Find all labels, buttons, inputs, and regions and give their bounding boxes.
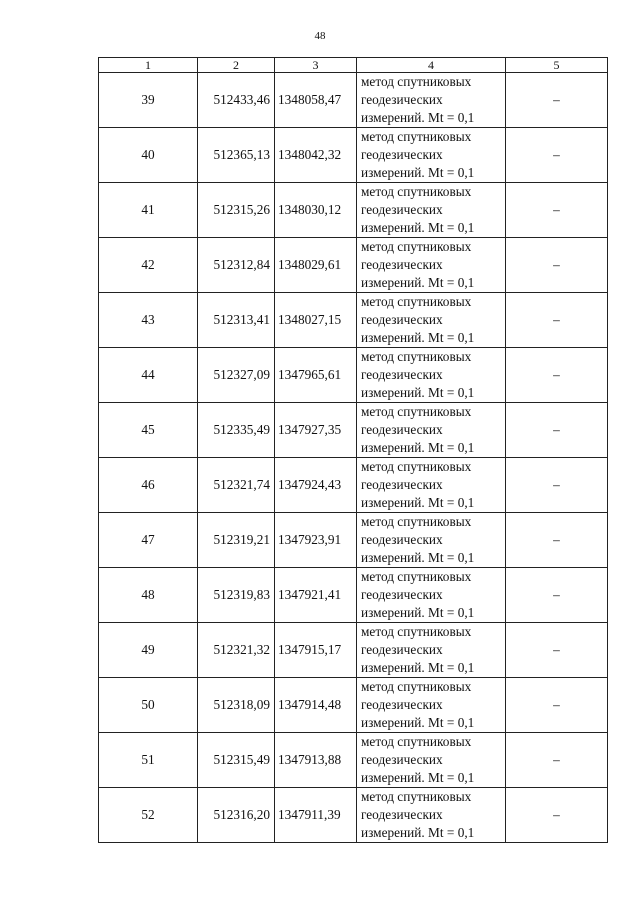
- point-number-cell: 49: [99, 623, 198, 678]
- coordinate-y-cell: 1348027,15: [275, 293, 357, 348]
- method-line: измерений. Mt = 0,1: [361, 110, 475, 125]
- method-line: измерений. Mt = 0,1: [361, 660, 475, 675]
- table-row: [99, 733, 608, 788]
- coordinate-x-cell: 512335,49: [198, 403, 275, 458]
- coordinate-x-cell: 512316,20: [198, 788, 275, 843]
- point-number-cell: 44: [99, 348, 198, 403]
- method-line: геодезических: [361, 422, 443, 437]
- page-number: 48: [314, 30, 326, 42]
- coordinate-y-cell: 1347924,43: [275, 458, 357, 513]
- method-line: геодезических: [361, 147, 443, 162]
- table-row: [99, 128, 608, 183]
- method-line: измерений. Mt = 0,1: [361, 770, 475, 785]
- table-row: [99, 348, 608, 403]
- table-row: [99, 458, 608, 513]
- method-line: геодезических: [361, 312, 443, 327]
- method-line: измерений. Mt = 0,1: [361, 220, 475, 235]
- method-cell: [357, 458, 506, 513]
- column-header-x: 2: [198, 58, 275, 73]
- method-line: измерений. Mt = 0,1: [361, 330, 475, 345]
- coordinate-y-cell: 1347965,61: [275, 348, 357, 403]
- note-cell: –: [506, 623, 608, 678]
- note-cell: –: [506, 788, 608, 843]
- table-row: [99, 403, 608, 458]
- method-line: геодезических: [361, 477, 443, 492]
- coordinate-x-cell: 512319,83: [198, 568, 275, 623]
- coordinate-y-cell: 1348029,61: [275, 238, 357, 293]
- method-line: метод спутниковых: [361, 129, 472, 144]
- coordinate-y-cell: 1347915,17: [275, 623, 357, 678]
- column-header-number: 1: [99, 58, 198, 73]
- coordinate-x-cell: 512319,21: [198, 513, 275, 568]
- method-line: метод спутниковых: [361, 294, 472, 309]
- method-line: геодезических: [361, 697, 443, 712]
- point-number-cell: 45: [99, 403, 198, 458]
- table-row: [99, 73, 608, 128]
- coordinate-y-cell: 1348030,12: [275, 183, 357, 238]
- note-cell: –: [506, 348, 608, 403]
- method-line: метод спутниковых: [361, 404, 472, 419]
- note-cell: –: [506, 238, 608, 293]
- note-cell: –: [506, 128, 608, 183]
- method-line: измерений. Mt = 0,1: [361, 440, 475, 455]
- method-line: геодезических: [361, 807, 443, 822]
- method-cell: [357, 73, 506, 128]
- note-cell: –: [506, 458, 608, 513]
- note-cell: –: [506, 403, 608, 458]
- method-line: геодезических: [361, 367, 443, 382]
- note-cell: –: [506, 183, 608, 238]
- coordinate-y-cell: 1347927,35: [275, 403, 357, 458]
- table-row: [99, 513, 608, 568]
- method-cell: [357, 513, 506, 568]
- method-cell: [357, 403, 506, 458]
- note-cell: –: [506, 568, 608, 623]
- coordinate-y-cell: 1348058,47: [275, 73, 357, 128]
- coordinate-x-cell: 512318,09: [198, 678, 275, 733]
- coordinate-x-cell: 512327,09: [198, 348, 275, 403]
- table-header-row: [99, 58, 608, 73]
- method-line: метод спутниковых: [361, 789, 472, 804]
- table-row: [99, 678, 608, 733]
- method-cell: [357, 293, 506, 348]
- coordinate-y-cell: 1348042,32: [275, 128, 357, 183]
- coordinate-x-cell: 512321,74: [198, 458, 275, 513]
- coordinate-x-cell: 512433,46: [198, 73, 275, 128]
- table-row: [99, 568, 608, 623]
- point-number-cell: 46: [99, 458, 198, 513]
- method-cell: [357, 678, 506, 733]
- method-line: геодезических: [361, 587, 443, 602]
- method-line: метод спутниковых: [361, 184, 472, 199]
- coordinates-table: [98, 57, 608, 843]
- method-line: измерений. Mt = 0,1: [361, 825, 475, 840]
- method-line: измерений. Mt = 0,1: [361, 605, 475, 620]
- point-number-cell: 50: [99, 678, 198, 733]
- coordinate-y-cell: 1347911,39: [275, 788, 357, 843]
- method-line: геодезических: [361, 532, 443, 547]
- method-line: геодезических: [361, 202, 443, 217]
- method-line: измерений. Mt = 0,1: [361, 715, 475, 730]
- method-line: измерений. Mt = 0,1: [361, 385, 475, 400]
- coordinate-x-cell: 512313,41: [198, 293, 275, 348]
- method-line: метод спутниковых: [361, 459, 472, 474]
- note-cell: –: [506, 513, 608, 568]
- method-line: метод спутниковых: [361, 624, 472, 639]
- coordinate-x-cell: 512321,32: [198, 623, 275, 678]
- table-row: [99, 293, 608, 348]
- note-cell: –: [506, 73, 608, 128]
- coordinate-y-cell: 1347913,88: [275, 733, 357, 788]
- note-cell: –: [506, 293, 608, 348]
- method-cell: [357, 733, 506, 788]
- coordinate-y-cell: 1347914,48: [275, 678, 357, 733]
- method-line: геодезических: [361, 642, 443, 657]
- point-number-cell: 51: [99, 733, 198, 788]
- note-cell: –: [506, 733, 608, 788]
- coordinate-x-cell: 512312,84: [198, 238, 275, 293]
- method-line: метод спутниковых: [361, 734, 472, 749]
- coordinate-x-cell: 512315,49: [198, 733, 275, 788]
- point-number-cell: 41: [99, 183, 198, 238]
- note-cell: –: [506, 678, 608, 733]
- method-cell: [357, 788, 506, 843]
- table-row: [99, 788, 608, 843]
- method-line: метод спутниковых: [361, 349, 472, 364]
- table-row: [99, 238, 608, 293]
- column-header-y: 3: [275, 58, 357, 73]
- column-header-method: 4: [357, 58, 506, 73]
- method-cell: [357, 238, 506, 293]
- method-cell: [357, 623, 506, 678]
- method-line: метод спутниковых: [361, 679, 472, 694]
- column-header-note: 5: [506, 58, 608, 73]
- coordinate-y-cell: 1347923,91: [275, 513, 357, 568]
- table-row: [99, 183, 608, 238]
- method-line: метод спутниковых: [361, 514, 472, 529]
- coordinate-x-cell: 512315,26: [198, 183, 275, 238]
- table-body: [99, 73, 608, 843]
- table-row: [99, 623, 608, 678]
- coordinate-y-cell: 1347921,41: [275, 568, 357, 623]
- point-number-cell: 48: [99, 568, 198, 623]
- method-line: измерений. Mt = 0,1: [361, 550, 475, 565]
- method-line: геодезических: [361, 257, 443, 272]
- method-line: геодезических: [361, 92, 443, 107]
- method-line: метод спутниковых: [361, 569, 472, 584]
- point-number-cell: 40: [99, 128, 198, 183]
- coordinate-x-cell: 512365,13: [198, 128, 275, 183]
- point-number-cell: 43: [99, 293, 198, 348]
- method-line: метод спутниковых: [361, 239, 472, 254]
- method-cell: [357, 128, 506, 183]
- method-cell: [357, 183, 506, 238]
- method-line: метод спутниковых: [361, 74, 472, 89]
- method-line: измерений. Mt = 0,1: [361, 495, 475, 510]
- method-line: измерений. Mt = 0,1: [361, 275, 475, 290]
- method-line: геодезических: [361, 752, 443, 767]
- point-number-cell: 47: [99, 513, 198, 568]
- point-number-cell: 42: [99, 238, 198, 293]
- point-number-cell: 39: [99, 73, 198, 128]
- method-cell: [357, 568, 506, 623]
- method-cell: [357, 348, 506, 403]
- point-number-cell: 52: [99, 788, 198, 843]
- method-line: измерений. Mt = 0,1: [361, 165, 475, 180]
